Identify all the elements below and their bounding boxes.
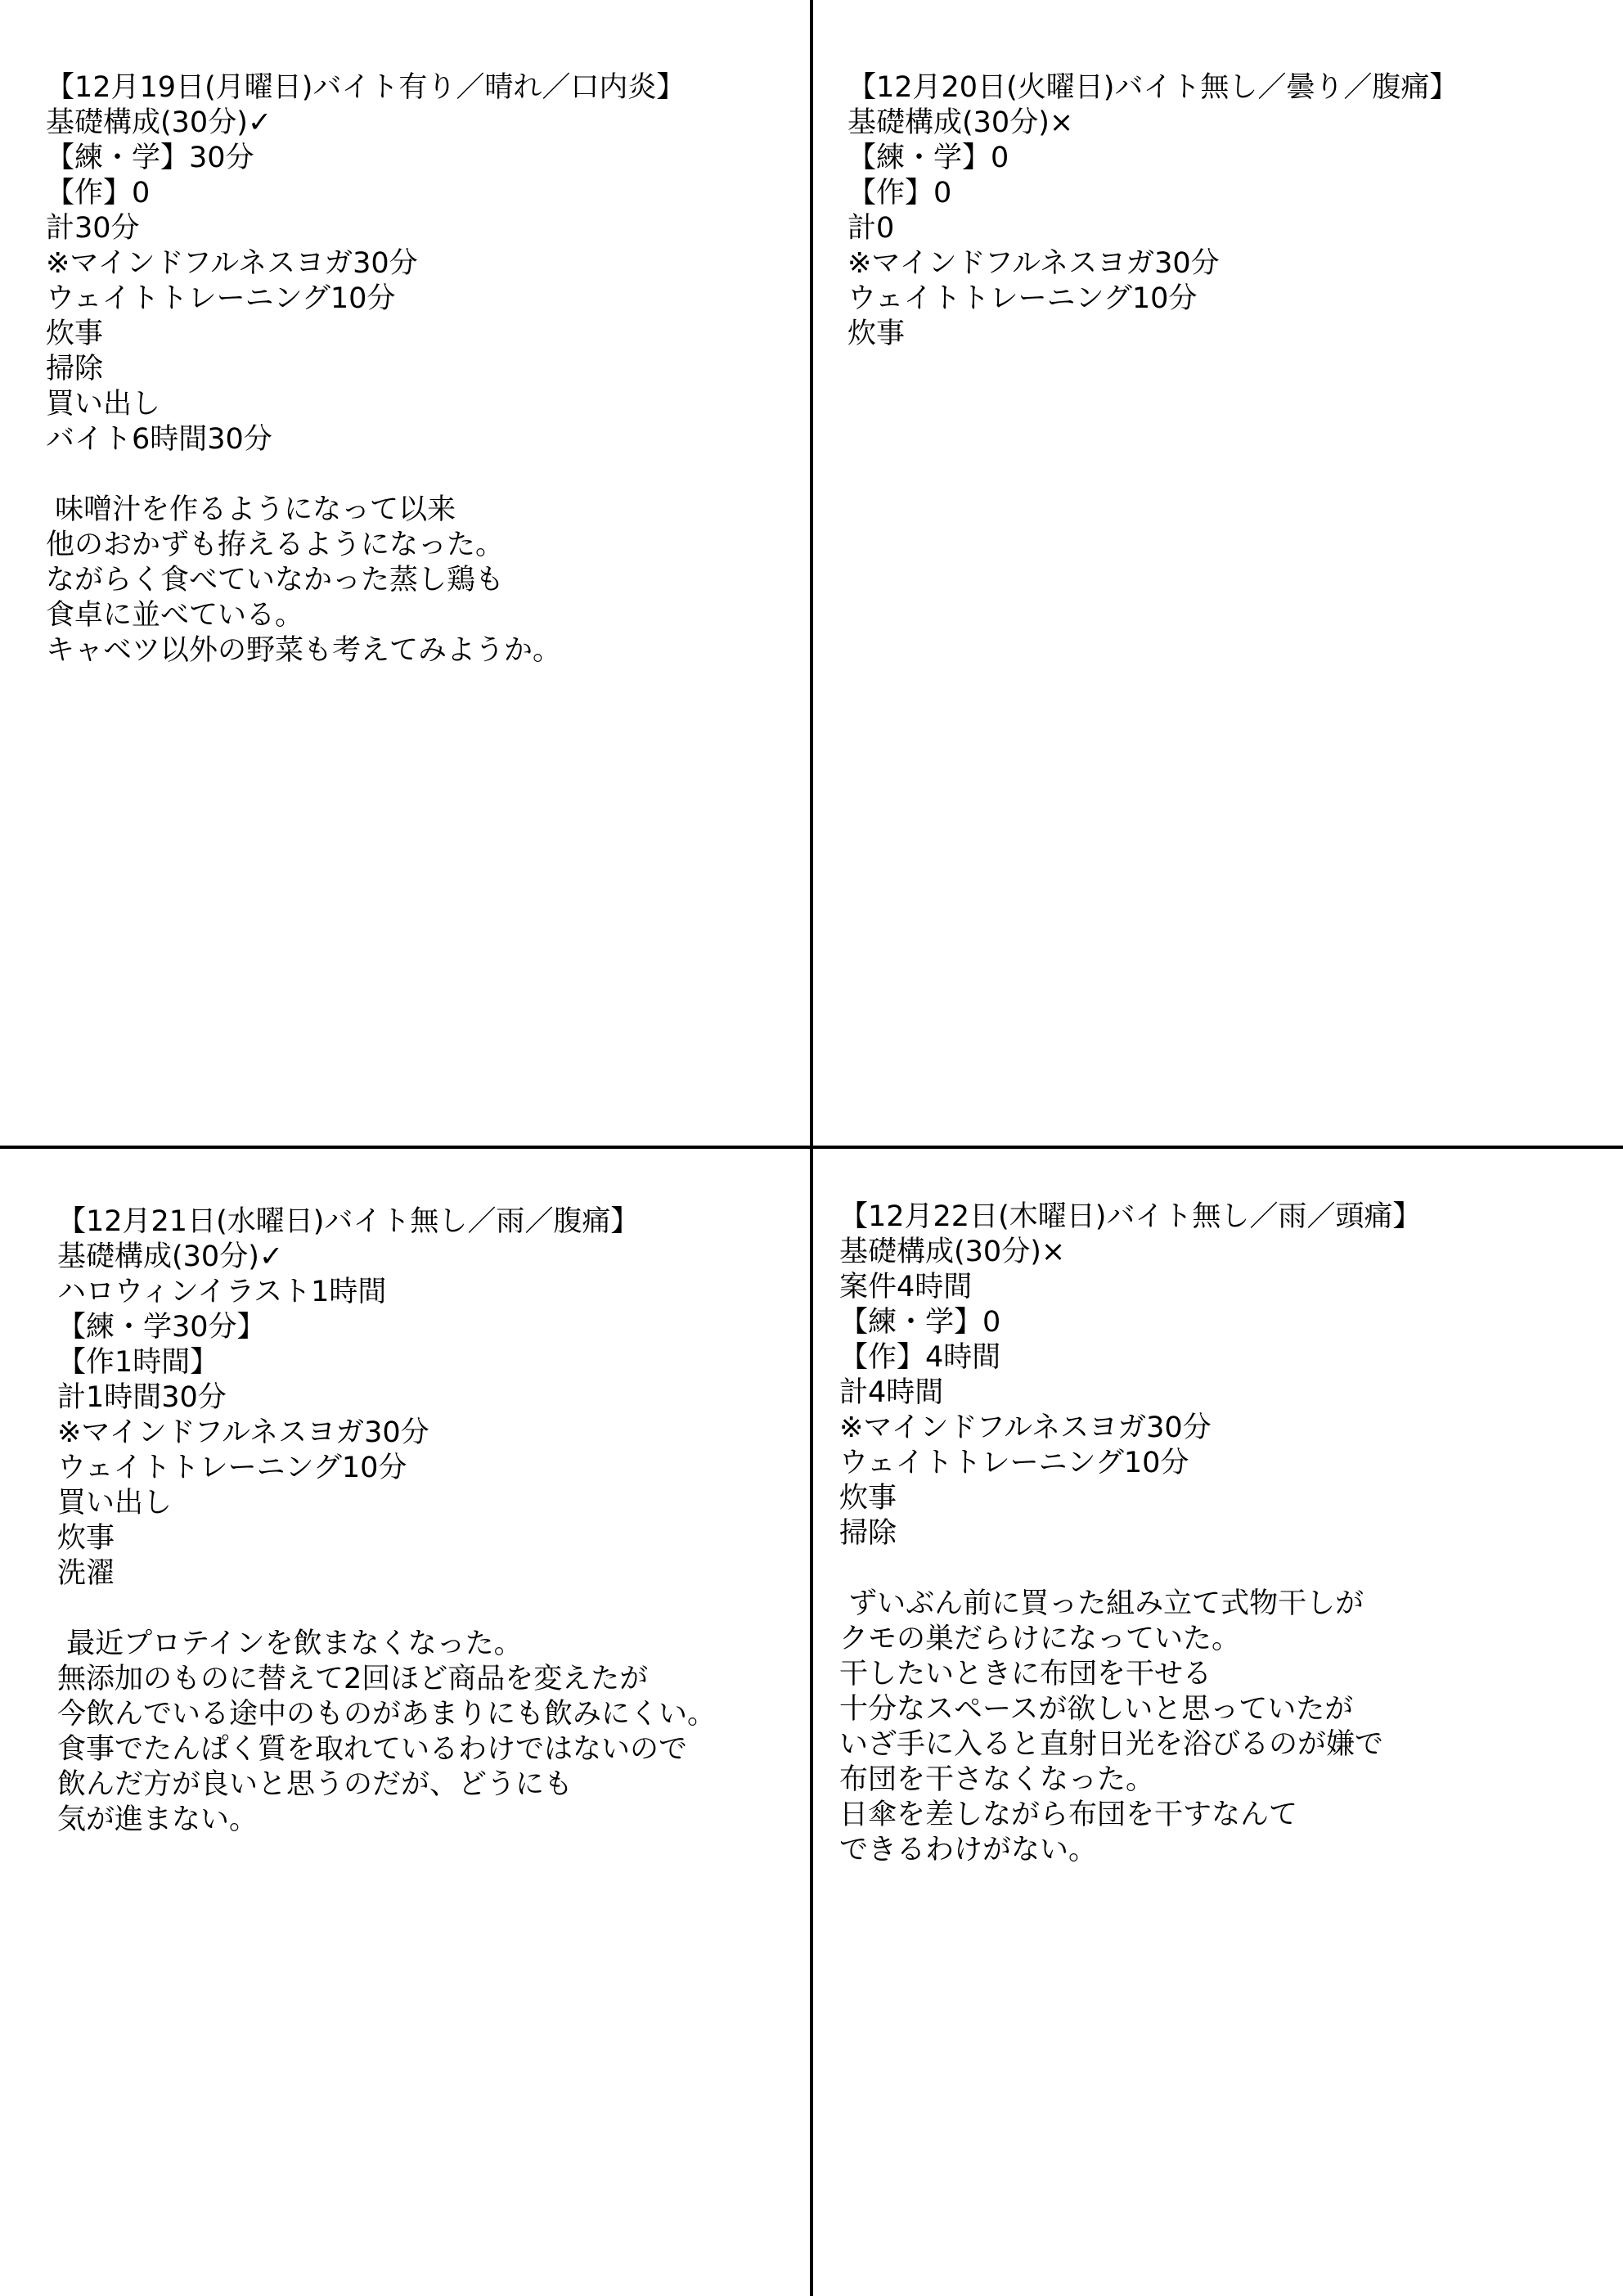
entry-line: 【作】0	[847, 177, 952, 209]
entry-line: 炊事	[46, 317, 104, 350]
entry-line: 基礎構成(30分)×	[847, 106, 1074, 139]
entry-line: 掃除	[839, 1517, 897, 1550]
entry-line	[839, 1551, 1421, 1587]
entry-line: 掃除	[46, 353, 104, 385]
entry-line: 計0	[847, 212, 895, 245]
diary-entry-dec-21	[57, 1204, 716, 1838]
entry-line: 十分なスペースが欲しいと思っていたが	[839, 1693, 1354, 1726]
entry-line: 【作】0	[46, 177, 151, 209]
entry-header: 【12月20日(火曜日)バイト無し／曇り／腹痛】	[847, 71, 1459, 104]
entry-line: 計4時間	[839, 1376, 944, 1409]
entry-line: クモの巣だらけになっていた。	[839, 1623, 1241, 1655]
entry-line: いざ手に入ると直射日光を浴びるのが嫌で	[839, 1728, 1384, 1761]
entry-line: ※マインドフルネスヨガ30分	[46, 247, 418, 280]
entry-line: 今飲んでいる途中のものがあまりにも飲みにくい。	[57, 1698, 717, 1731]
entry-line: ずいぶん前に買った組み立て式物干しが	[839, 1587, 1364, 1620]
entry-line: 計30分	[46, 212, 140, 245]
entry-line: 【作1時間】	[57, 1346, 219, 1379]
entry-line: 【練・学】30分	[46, 142, 254, 174]
entry-line: 日傘を差しながら布団を干すなんて	[839, 1799, 1298, 1831]
entry-line: 食卓に並べている。	[46, 599, 304, 632]
diary-entry-dec-22	[839, 1200, 1421, 1868]
entry-line: 【練・学】0	[839, 1306, 1001, 1339]
entry-line: 基礎構成(30分)✓	[57, 1240, 284, 1273]
entry-line: 干したいときに布団を干せる	[839, 1658, 1212, 1690]
entry-line: ウェイトトレーニング10分	[46, 282, 396, 315]
entry-line: 案件4時間	[839, 1271, 973, 1303]
entry-line: 最近プロテインを飲まなくなった。	[57, 1627, 523, 1660]
entry-line: 無添加のものに替えて2回ほど商品を変えたが	[57, 1663, 649, 1695]
entry-line: 炊事	[847, 317, 906, 350]
entry-line: バイト6時間30分	[46, 423, 272, 456]
entry-line: ながらく食べていなかった蒸し鶏も	[46, 564, 505, 597]
entry-header: 【12月21日(水曜日)バイト無し／雨／腹痛】	[57, 1205, 640, 1238]
entry-line: 炊事	[57, 1522, 115, 1555]
entry-header: 【12月19日(月曜日)バイト有り／晴れ／口内炎】	[46, 71, 686, 104]
entry-line: 【練・学】0	[847, 142, 1009, 174]
entry-line: ハロウィンイラスト1時間	[57, 1276, 387, 1308]
entry-line: 基礎構成(30分)×	[839, 1236, 1066, 1268]
entry-line: 【作】4時間	[839, 1341, 1001, 1374]
entry-line: 他のおかずも拵えるようになった。	[46, 529, 505, 561]
entry-line: ウェイトトレーニング10分	[57, 1452, 407, 1484]
entry-line	[46, 457, 685, 493]
entry-header: 【12月22日(木曜日)バイト無し／雨／頭痛】	[839, 1200, 1422, 1233]
entry-line: ※マインドフルネスヨガ30分	[839, 1411, 1212, 1444]
diary-entry-dec-19	[46, 70, 685, 669]
entry-line	[57, 1591, 716, 1627]
entry-line: 買い出し	[57, 1487, 173, 1519]
diary-entry-dec-20	[847, 70, 1458, 352]
entry-line: 炊事	[839, 1482, 897, 1515]
entry-line: 買い出し	[46, 388, 161, 421]
entry-line: 基礎構成(30分)✓	[46, 106, 272, 139]
entry-line: 洗濯	[57, 1557, 115, 1590]
entry-line: ※マインドフルネスヨガ30分	[847, 247, 1220, 280]
entry-line: ウェイトトレーニング10分	[847, 282, 1198, 315]
entry-line: 計1時間30分	[57, 1381, 227, 1414]
entry-line: 飲んだ方が良いと思うのだが、どうにも	[57, 1768, 573, 1801]
entry-line: 味噌汁を作るようになって以来	[46, 493, 456, 526]
entry-line: キャベツ以外の野菜も考えてみようか。	[46, 634, 562, 667]
entry-line: 食事でたんぱく質を取れているわけではないので	[57, 1733, 688, 1766]
entry-line: 気が進まない。	[57, 1803, 259, 1836]
entry-line: 【練・学30分】	[57, 1311, 266, 1344]
horizontal-divider	[0, 1146, 1623, 1149]
entry-line: できるわけがない。	[839, 1834, 1098, 1866]
entry-line: ウェイトトレーニング10分	[839, 1447, 1189, 1479]
entry-line: ※マインドフルネスヨガ30分	[57, 1416, 429, 1449]
entry-line: 布団を干さなくなった。	[839, 1763, 1155, 1796]
